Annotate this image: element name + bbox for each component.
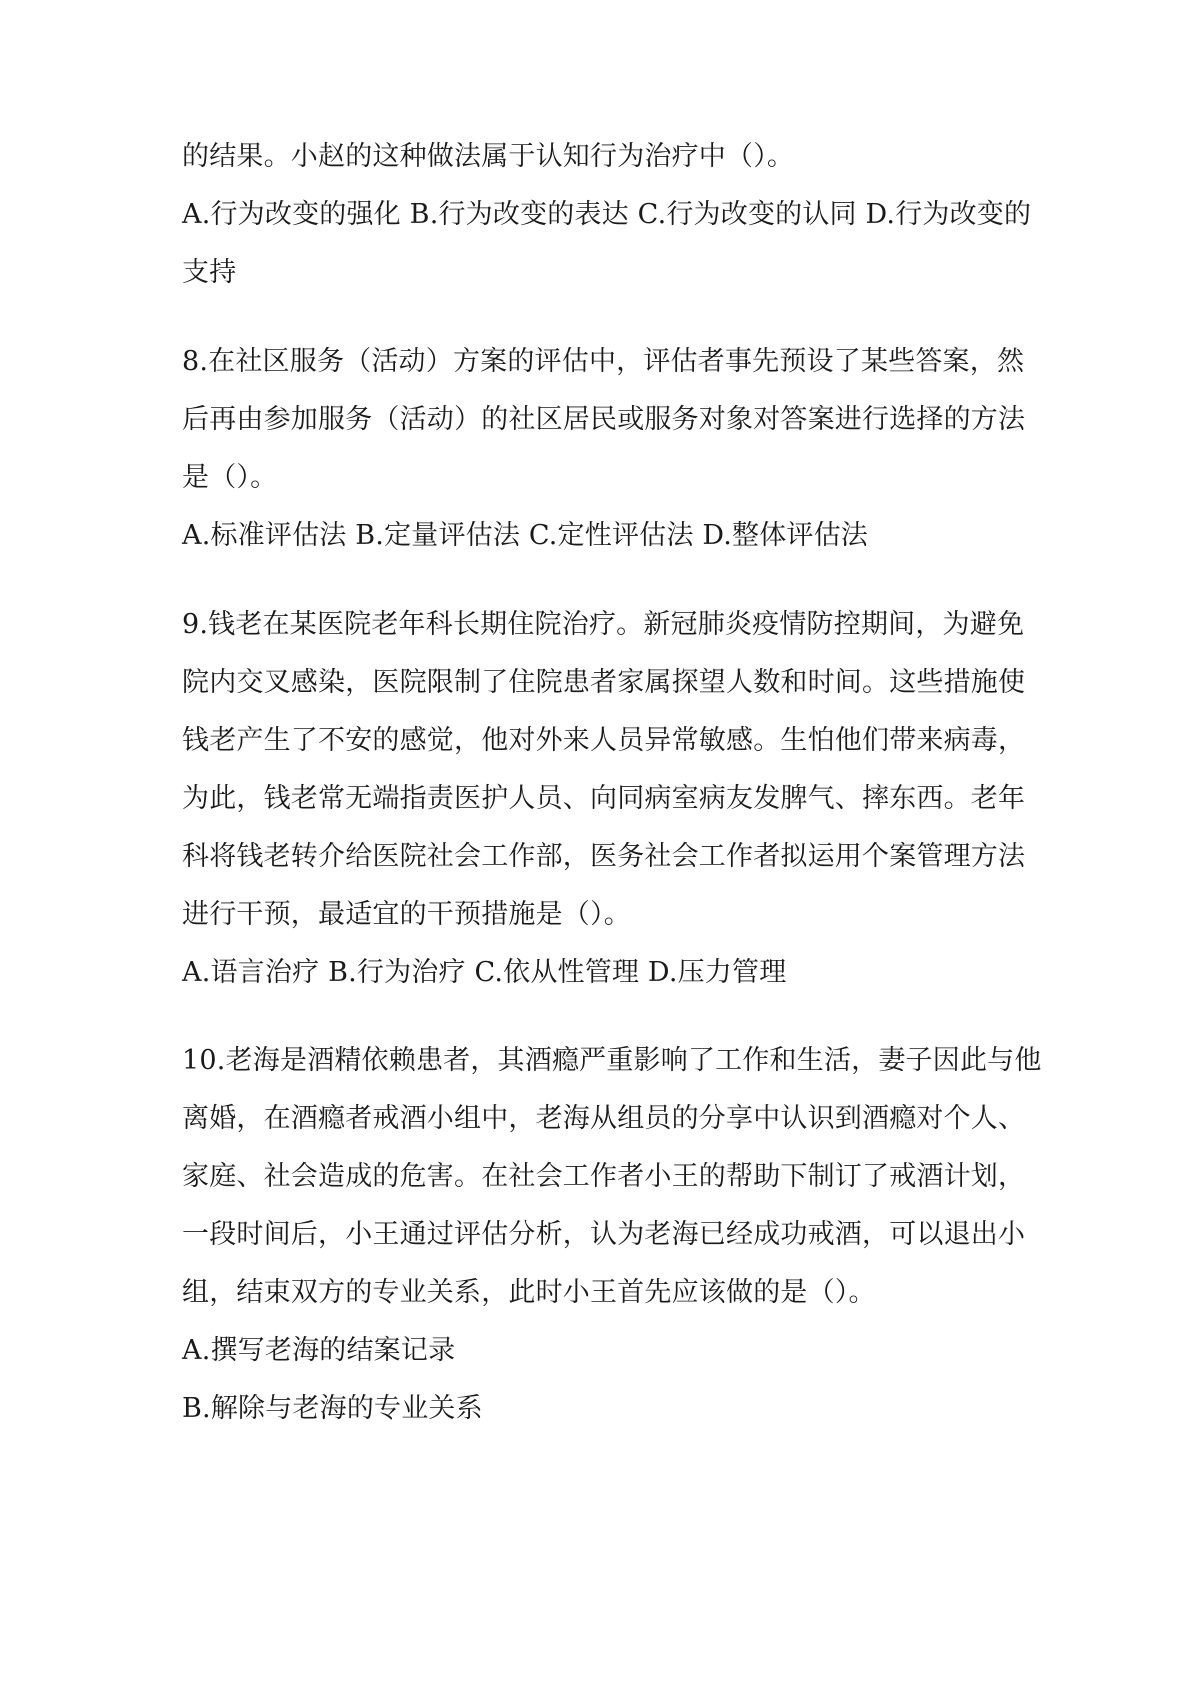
- question-7-options-line: 支持: [182, 257, 237, 288]
- question-10-stem-line: 10.老海是酒精依赖患者，其酒瘾严重影响了工作和生活，妻子因此与他: [182, 1045, 1042, 1076]
- question-7-stem-line: 的结果。小赵的这种做法属于认知行为治疗中（）。: [182, 141, 795, 172]
- question-9-options-line: A.语言治疗 B.行为治疗 C.依从性管理 D.压力管理: [182, 957, 787, 988]
- question-9-stem-line: 9.钱老在某医院老年科长期住院治疗。新冠肺炎疫情防控期间，为避免: [182, 609, 1025, 640]
- question-9-stem-line: 院内交叉感染，医院限制了住院患者家属探望人数和时间。这些措施使: [182, 667, 1026, 698]
- question-9-stem-line: 科将钱老转介给医院社会工作部，医务社会工作者拟运用个案管理方法: [182, 841, 1026, 872]
- question-10-stem-line: 离婚，在酒瘾者戒酒小组中，老海从组员的分享中认识到酒瘾对个人、: [182, 1103, 1026, 1134]
- question-8-stem-line: 是（）。: [182, 462, 278, 493]
- question-10-stem-line: 一段时间后，小王通过评估分析，认为老海已经成功戒酒，可以退出小: [182, 1219, 1026, 1250]
- question-9-stem-line: 为此，钱老常无端指责医护人员、向同病室病友发脾气、摔东西。老年: [182, 783, 1026, 814]
- question-10-option-a: A.撰写老海的结案记录: [182, 1335, 456, 1366]
- question-9-stem-line: 钱老产生了不安的感觉，他对外来人员异常敏感。生怕他们带来病毒，: [182, 725, 1026, 756]
- question-10-option-b: B.解除与老海的专业关系: [182, 1393, 483, 1424]
- question-7-options-line: A.行为改变的强化 B.行为改变的表达 C.行为改变的认同 D.行为改变的: [182, 199, 1032, 230]
- question-8-stem-line: 8.在社区服务（活动）方案的评估中，评估者事先预设了某些答案，然: [182, 346, 1025, 377]
- question-9-stem-line: 进行干预，最适宜的干预措施是（）。: [182, 899, 631, 930]
- question-8-stem-line: 后再由参加服务（活动）的社区居民或服务对象对答案进行选择的方法: [182, 404, 1026, 435]
- question-8-options-line: A.标准评估法 B.定量评估法 C.定性评估法 D.整体评估法: [182, 520, 868, 551]
- question-10-stem-line: 组，结束双方的专业关系，此时小王首先应该做的是（）。: [182, 1277, 876, 1308]
- question-10-stem-line: 家庭、社会造成的危害。在社会工作者小王的帮助下制订了戒酒计划，: [182, 1161, 1026, 1192]
